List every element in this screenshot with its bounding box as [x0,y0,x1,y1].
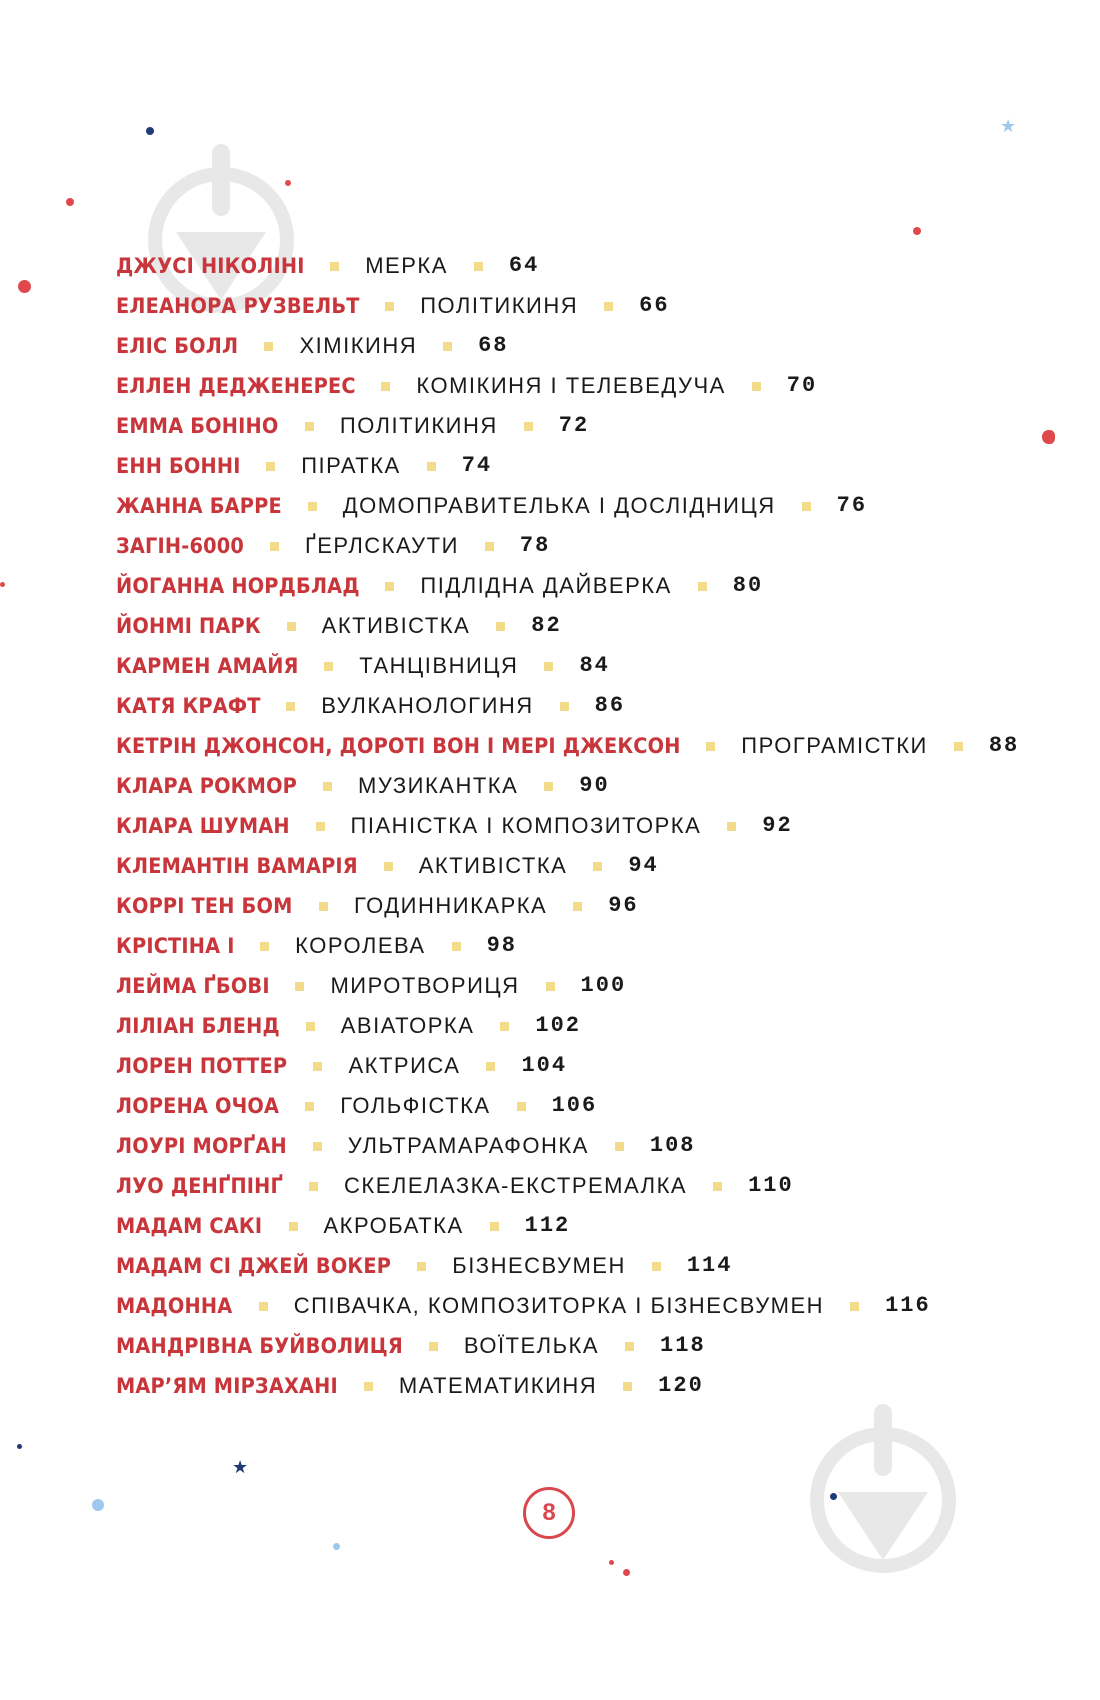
toc-entry-description: АКТРИСА [348,1053,461,1078]
decor-dot [333,1543,340,1550]
decor-dot [146,127,154,135]
toc-entry-name: ЛЕЙМА ҐБОВІ [116,974,270,998]
toc-entry-name: КЛЕМАНТІН ВАМАРІЯ [116,854,358,878]
square-bullet-icon [623,1382,632,1391]
square-bullet-icon [264,342,273,351]
square-bullet-icon [364,1382,373,1391]
toc-entry [116,966,1076,1006]
toc-entry-description: БІЗНЕСВУМЕН [452,1253,626,1278]
toc-entry [116,1206,1076,1246]
square-bullet-icon [452,942,461,951]
square-bullet-icon [727,822,736,831]
toc-entry-name: МАР’ЯМ МІРЗАХАНІ [116,1374,338,1398]
square-bullet-icon [802,502,811,511]
toc-entry-page: 98 [486,933,518,958]
square-bullet-icon [385,302,394,311]
toc-entry-name: ЕНН БОННІ [116,454,241,478]
toc-entry-name: ЛОРЕН ПОТТЕР [116,1054,288,1078]
toc-entry [116,566,1076,606]
toc-entry-description: ПОЛІТИКИНЯ [420,293,579,318]
square-bullet-icon [544,782,553,791]
toc-entry-name: МАНДРІВНА БУЙВОЛИЦЯ [116,1334,403,1358]
square-bullet-icon [324,662,333,671]
square-bullet-icon [486,1062,495,1071]
toc-entry-name: ЛОУРІ МОРҐАН [116,1134,287,1158]
toc-entry-name: МАДАМ САКІ [116,1214,263,1238]
toc-entry-name: КАРМЕН АМАЙЯ [116,654,299,678]
toc-entry-page: 112 [524,1213,571,1238]
toc-entry-description: ГОЛЬФІСТКА [340,1093,491,1118]
toc-entry [116,926,1076,966]
square-bullet-icon [517,1102,526,1111]
toc-entry-description: ПОЛІТИКИНЯ [339,413,498,438]
toc-entry-page: 70 [786,373,818,398]
toc-entry-description: СКЕЛЕЛАЗКА-ЕКСТРЕМАЛКА [344,1173,688,1198]
toc-entry-name: ЖАННА БАРРЕ [116,494,282,518]
toc-entry-name: КЛАРА ШУМАН [116,814,290,838]
decor-dot [609,1560,614,1565]
toc-entry [116,686,1076,726]
toc-entry-name: КЛАРА РОКМОР [116,774,298,798]
toc-entry-name: ЛОРЕНА ОЧОА [116,1094,280,1118]
toc-entry-name: ЛУО ДЕНҐПІНҐ [116,1174,284,1198]
toc-entry-description: КОМІКИНЯ І ТЕЛЕВЕДУЧА [416,373,726,398]
toc-entry-page: 120 [658,1373,704,1398]
square-bullet-icon [287,622,296,631]
toc-entry [116,286,1076,326]
square-bullet-icon [615,1142,624,1151]
toc-entry-page: 92 [762,813,793,838]
toc-entry-description: АКТИВІСТКА [418,853,568,878]
square-bullet-icon [573,902,582,911]
decor-dot [285,180,291,186]
toc-entry-page: 90 [579,773,610,798]
square-bullet-icon [323,782,332,791]
toc-entry [116,1126,1076,1166]
toc-entry-page: 74 [461,453,493,478]
toc-entry-description: АВІАТОРКА [340,1013,475,1038]
square-bullet-icon [706,742,715,751]
toc-entry-description: ХІМІКИНЯ [299,333,418,358]
toc-entry-description: АКРОБАТКА [323,1213,464,1238]
toc-entry-name: МАДАМ СІ ДЖЕЙ ВОКЕР [116,1254,392,1278]
square-bullet-icon [490,1222,499,1231]
square-bullet-icon [427,462,436,471]
square-bullet-icon [381,382,390,391]
square-bullet-icon [698,582,707,591]
decor-dot [17,1444,22,1449]
square-bullet-icon [270,542,279,551]
decor-dot [623,1569,630,1576]
square-bullet-icon [286,702,295,711]
toc-entry [116,246,1076,286]
toc-entry [116,1366,1076,1406]
square-bullet-icon [524,422,533,431]
toc-entry [116,326,1076,366]
toc-entry-description: МЕРКА [365,253,448,278]
toc-entry [116,886,1076,926]
toc-entry-page: 72 [558,413,590,438]
toc-entry-description: ТАНЦІВНИЦЯ [359,653,519,678]
toc-entry-page: 118 [660,1333,706,1358]
toc-entry-description: ВОЇТЕЛЬКА [463,1333,600,1358]
toc-entry-description: УЛЬТРАМАРАФОНКА [347,1133,589,1158]
square-bullet-icon [305,1102,314,1111]
square-bullet-icon [385,582,394,591]
square-bullet-icon [305,422,314,431]
square-bullet-icon [319,902,328,911]
toc-entry-name: КЕТРІН ДЖОНСОН, ДОРОТІ ВОН І МЕРІ ДЖЕКСОН [116,734,681,758]
toc-entry-name: ЕЛЛЕН ДЕДЖЕНЕРЕС [116,374,356,398]
toc-entry-name: КРІСТІНА I [116,934,235,958]
square-bullet-icon [330,262,339,271]
toc-entry [116,1086,1076,1126]
square-bullet-icon [544,662,553,671]
toc-entry-description: МИРОТВОРИЦЯ [330,973,520,998]
toc-entry-page: 80 [732,573,764,598]
square-bullet-icon [752,382,761,391]
decor-dot [0,582,5,587]
toc-entry [116,846,1076,886]
decor-dot [830,1493,837,1500]
square-bullet-icon [713,1182,722,1191]
square-bullet-icon [593,862,602,871]
square-bullet-icon [443,342,452,351]
toc-entry-description: ҐЕРЛСКАУТИ [304,533,459,558]
toc-entry-description: ВУЛКАНОЛОГИНЯ [321,693,534,718]
square-bullet-icon [560,702,569,711]
toc-entry [116,766,1076,806]
square-bullet-icon [652,1262,661,1271]
square-bullet-icon [295,982,304,991]
toc-entry-name: ЙОГАННА НОРДБЛАД [116,574,360,598]
toc-entry-name: ЛІЛІАН БЛЕНД [116,1014,280,1038]
toc-entry-description: МАТЕМАТИКИНЯ [398,1373,598,1398]
toc-entry-page: 106 [551,1093,598,1118]
toc-entry-page: 108 [649,1133,696,1158]
toc-entry [116,646,1076,686]
toc-entry-page: 66 [639,293,670,318]
square-bullet-icon [289,1222,298,1231]
decor-dot [18,280,31,293]
toc-entry-name: ЕММА БОНІНО [116,414,279,438]
square-bullet-icon [500,1022,509,1031]
toc-entry [116,1166,1076,1206]
toc-entry [116,526,1076,566]
square-bullet-icon [429,1342,438,1351]
toc-entry-description: КОРОЛЕВА [295,933,426,958]
toc-entry [116,1006,1076,1046]
toc-entry-page: 116 [885,1293,931,1318]
toc-entry-name: КОРРІ ТЕН БОМ [116,894,293,918]
square-bullet-icon [308,502,317,511]
toc-entry-description: ПІДЛІДНА ДАЙВЕРКА [420,573,672,598]
decor-dot [92,1499,104,1511]
toc-entry-name: ЙОНМІ ПАРК [116,614,261,638]
toc-entry-name: КАТЯ КРАФТ [116,694,261,718]
toc-entry [116,726,1076,766]
square-bullet-icon [313,1062,322,1071]
toc-entry-page: 110 [748,1173,794,1198]
square-bullet-icon [313,1142,322,1151]
toc-entry [116,446,1076,486]
toc-entry [116,806,1076,846]
decor-dot [66,198,74,206]
decor-dot [913,227,921,235]
square-bullet-icon [384,862,393,871]
square-bullet-icon [604,302,613,311]
page-number: 8 [523,1487,575,1539]
square-bullet-icon [546,982,555,991]
square-bullet-icon [309,1182,318,1191]
toc-entry-page: 68 [478,333,509,358]
toc-entry [116,366,1076,406]
toc-entry-description: МУЗИКАНТКА [358,773,519,798]
toc-entry-page: 78 [519,533,551,558]
toc-entry-page: 88 [988,733,1020,758]
toc-entry-page: 100 [580,973,627,998]
toc-entry-page: 84 [579,653,610,678]
toc-entry [116,486,1076,526]
toc-entry-description: ПІРАТКА [301,453,401,478]
toc-entry [116,1326,1076,1366]
square-bullet-icon [474,262,483,271]
toc-entry-page: 94 [628,853,659,878]
toc-entry-page: 114 [686,1253,733,1278]
star-icon: ★ [1000,116,1017,137]
toc-entry [116,406,1076,446]
toc-entry-name: ЗАГІН-6000 [116,534,244,558]
toc-entry-description: АКТИВІСТКА [321,613,471,638]
toc-entry [116,1046,1076,1086]
square-bullet-icon [316,822,325,831]
toc-entry [116,1246,1076,1286]
star-icon: ★ [232,1457,249,1478]
square-bullet-icon [496,622,505,631]
toc-entry-description: СПІВАЧКА, КОМПОЗИТОРКА І БІЗНЕСВУМЕН [293,1293,825,1318]
table-of-contents [116,246,1076,1406]
toc-entry [116,606,1076,646]
square-bullet-icon [259,1302,268,1311]
toc-entry-description: ГОДИННИКАРКА [353,893,548,918]
square-bullet-icon [417,1262,426,1271]
toc-entry-page: 76 [836,493,868,518]
toc-entry-name: МАДОННА [116,1294,233,1318]
toc-entry-page: 82 [531,613,562,638]
toc-entry-page: 104 [521,1053,568,1078]
square-bullet-icon [485,542,494,551]
square-bullet-icon [850,1302,859,1311]
toc-entry-name: ЕЛІС БОЛЛ [116,334,239,358]
square-bullet-icon [954,742,963,751]
toc-entry-page: 102 [535,1013,581,1038]
toc-entry [116,1286,1076,1326]
square-bullet-icon [266,462,275,471]
toc-entry-page: 86 [594,693,626,718]
toc-entry-page: 96 [608,893,639,918]
square-bullet-icon [625,1342,634,1351]
toc-entry-description: ДОМОПРАВИТЕЛЬКА І ДОСЛІДНИЦЯ [342,493,776,518]
toc-entry-name: ЕЛЕАНОРА РУЗВЕЛЬТ [116,294,360,318]
square-bullet-icon [306,1022,315,1031]
toc-entry-description: ПІАНІСТКА І КОМПОЗИТОРКА [350,813,702,838]
toc-entry-name: ДЖУСІ НІКОЛІНІ [116,254,305,278]
toc-entry-page: 64 [508,253,540,278]
toc-entry-description: ПРОГРАМІСТКИ [741,733,928,758]
square-bullet-icon [260,942,269,951]
